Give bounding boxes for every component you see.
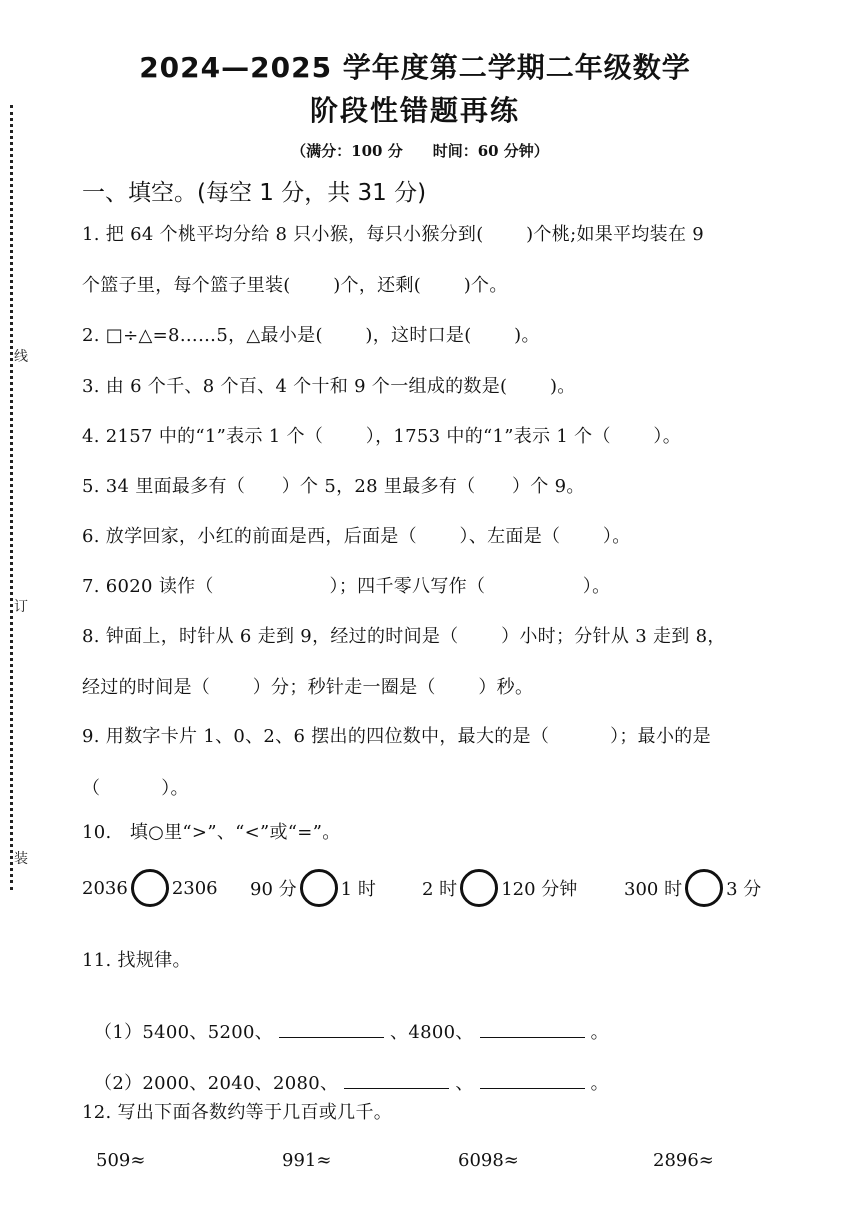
question-3: 3. 由 6 个千、8 个百、4 个十和 9 个一组成的数是( )。 <box>82 376 576 397</box>
pattern-2-mid: 、 <box>455 1073 474 1094</box>
question-10: 10. 填○里“>”、“<”或“=”。 <box>82 822 341 843</box>
question-1-line-1: 1. 把 64 个桃平均分给 8 只小猴，每只小猴分到( )个桃;如果平均装在 9 <box>82 224 705 245</box>
pattern-1-end: 。 <box>590 1022 609 1043</box>
question-4: 4. 2157 中的“1”表示 1 个（ ），1753 中的“1”表示 1 个（ ）。 <box>82 426 682 447</box>
compare-left: 2036 <box>82 877 128 899</box>
pattern-1-mid: 、4800、 <box>390 1022 474 1043</box>
compare-item <box>82 866 218 910</box>
binding-char-ding: 订 <box>14 599 28 615</box>
pattern-row-1 <box>82 997 609 1044</box>
binding-char-zhuang: 装 <box>14 851 28 867</box>
approx-item: 509≈ <box>96 1150 146 1171</box>
question-8-line-2: 经过的时间是（ ）分；秒针走一圈是（ ）秒。 <box>82 677 534 698</box>
compare-circle[interactable] <box>460 869 498 907</box>
score-time-info: （满分：100 分 时间：60 分钟） <box>291 142 549 160</box>
compare-left: 300 时 <box>624 879 683 900</box>
question-5: 5. 34 里面最多有（ ）个 5，28 里最多有（ ）个 9。 <box>82 476 585 497</box>
compare-row <box>82 866 802 910</box>
answer-blank[interactable] <box>480 1019 585 1038</box>
question-2: 2. □÷△=8……5，△最小是( )，这时口是( )。 <box>82 325 540 346</box>
pattern-2-start: （2）2000、2040、2080、 <box>94 1073 339 1094</box>
compare-right: 1 时 <box>340 879 376 900</box>
answer-blank[interactable] <box>344 1070 449 1089</box>
approx-item: 6098≈ <box>458 1150 519 1171</box>
question-11: 11. 找规律。 <box>82 950 191 971</box>
answer-blank[interactable] <box>480 1070 585 1089</box>
binding-dotted-line <box>10 105 13 890</box>
question-7: 7. 6020 读作（ ）；四千零八写作（ ）。 <box>82 576 611 597</box>
section-heading-fill-blank: 一、填空。(每空 1 分，共 31 分) <box>82 180 427 206</box>
question-12: 12. 写出下面各数约等于几百或几千。 <box>82 1102 393 1123</box>
question-9-line-2: （ ）。 <box>82 778 189 799</box>
question-9-line-1: 9. 用数字卡片 1、0、2、6 摆出的四位数中，最大的是（ ）；最小的是 <box>82 726 711 747</box>
approx-item: 2896≈ <box>653 1150 714 1171</box>
question-6: 6. 放学回家，小红的前面是西，后面是（ ）、左面是（ ）。 <box>82 526 631 547</box>
compare-right: 120 分钟 <box>501 879 578 900</box>
compare-right: 3 分 <box>726 879 762 900</box>
compare-item <box>624 866 761 910</box>
compare-item <box>422 866 577 910</box>
question-8-line-1: 8. 钟面上，时针从 6 走到 9，经过的时间是（ ）小时；分针从 3 走到 8， <box>82 626 726 647</box>
compare-circle[interactable] <box>685 869 723 907</box>
compare-item <box>250 866 376 910</box>
compare-circle[interactable] <box>300 869 338 907</box>
answer-blank[interactable] <box>279 1019 384 1038</box>
compare-left: 90 分 <box>250 879 297 900</box>
exam-title: 2024—2025 学年度第二学期二年级数学 <box>139 51 691 84</box>
pattern-1-start: （1）5400、5200、 <box>94 1022 274 1043</box>
question-1-line-2: 个篮子里，每个篮子里装( )个，还剩( )个。 <box>82 275 508 296</box>
approx-item: 991≈ <box>282 1150 332 1171</box>
pattern-row-2 <box>82 1048 609 1095</box>
pattern-2-end: 。 <box>590 1073 609 1094</box>
compare-right: 2306 <box>171 877 218 899</box>
compare-left: 2 时 <box>422 879 458 900</box>
binding-char-line: 线 <box>14 349 28 365</box>
exam-subtitle-title: 阶段性错题再练 <box>309 94 520 127</box>
compare-circle[interactable] <box>131 869 169 907</box>
